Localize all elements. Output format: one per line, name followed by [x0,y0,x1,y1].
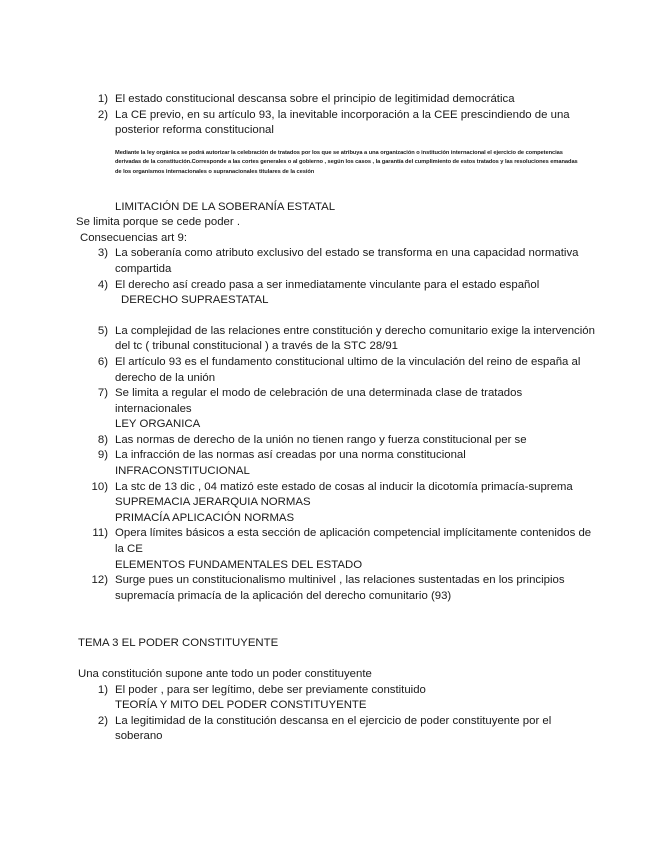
list-item: 9) La infracción de las normas así creadas por una norma constitucional [97,449,466,462]
list-item: 12) Surge pues un constitucionalismo multinivel , las relaciones sustentadas en los principios supremacía primacía de la aplicación del derecho comunitario (93) [91,574,565,602]
list-item: 4) El derecho así creado pasa a ser inmediatamente vinculante para el estado español [97,278,540,291]
supremacia-label: SUPREMACIA JERARQUIA NORMAS [115,496,311,509]
list-item-text: La complejidad de las relaciones entre constitución y derecho comunitario exige la intervención del tc ( tribunal constitucional ) a través de la STC 28/91 [115,324,595,353]
list-item: 3) La soberanía como atributo exclusivo del estado se transforma en una capacidad normativa compartida [97,247,579,275]
list-item-text: Se limita a regular el modo de celebración de una determinada clase de tratados internacionales [115,387,523,415]
list-item-text: El derecho así creado pasa a ser inmediatamente vinculante para el estado español [115,278,540,291]
list-item: 10) La stc de 13 dic , 04 matizó este estado de cosas al inducir la dicotomía primacía-suprema [91,480,573,493]
derecho-supraestatal-label: DERECHO SUPRAESTATAL [121,294,269,307]
list-item: 8) Las normas de derecho de la unión no tienen rango y fuerza constitucional per se [97,433,527,446]
list-item: 5) La complejidad de las relaciones entre constitución y derecho comunitario exige la intervención del tc ( tribunal constitucional ) a través de la STC 28/91 [97,324,595,353]
limitacion-heading: LIMITACIÓN DE LA SOBERANÍA ESTATAL [115,200,336,213]
list-item-text: La infracción de las normas así creadas por una norma constitucional [115,449,466,462]
tema-3-heading: TEMA 3 EL PODER CONSTITUYENTE [78,637,279,650]
list-item: 1) El poder , para ser legítimo, debe ser previamente constituido [97,683,426,696]
elementos-label: ELEMENTOS FUNDAMENTALES DEL ESTADO [115,558,363,571]
consecuencias-text: Consecuencias art 9: [80,231,188,244]
list-item: 2) La CE previo, en su artículo 93, la inevitable incorporación a la CEE prescindiendo de una posterior reforma constitucional [97,108,570,137]
list-item-text: La CE previo, en su artículo 93, la inevitable incorporación a la CEE prescindiendo de una posterior reforma constitucional [115,108,570,137]
se-limita-text: Se limita porque se cede poder . [76,216,240,229]
list-item: 7) Se limita a regular el modo de celebración de una determinada clase de tratados internacionales [97,387,523,415]
list-item-text: Las normas de derecho de la unión no tienen rango y fuerza constitucional per se [115,433,527,446]
infraconstitucional-label: INFRACONSTITUCIONAL [115,465,250,478]
article-93-note: Mediante la ley orgánica se podrá autorizar la celebración de tratados por los que se atribuya a una organización o institución internacional el ejercicio de competencias derivadas de la constitución.Corresponde a las cortes generales o al gobierno , según los casos , la garantía del cumplimiento de estos tratados y las resoluciones emanadas de los organismos internacionales o supranacionales titulares de la cesión [115,149,578,175]
list-item-text: La stc de 13 dic , 04 matizó este estado de cosas al inducir la dicotomía primacía-suprema [115,480,573,493]
list-item-text: Surge pues un constitucionalismo multinivel , las relaciones sustentadas en los principios supremacía primacía de la aplicación del derecho comunitario (93) [115,574,565,602]
primacia-label: PRIMACÍA APLICACIÓN NORMAS [115,511,295,524]
list-item-text: La legitimidad de la constitución descansa en el ejercicio de poder constituyente por el soberano [115,714,552,743]
una-constitucion-text: Una constitución supone ante todo un poder constituyente [78,668,372,680]
teoria-label: TEORÍA Y MITO DEL PODER CONSTITUYENTE [115,699,367,712]
list-item-text: El poder , para ser legítimo, debe ser previamente constituido [115,683,426,696]
list-item-text: La soberanía como atributo exclusivo del estado se transforma en una capacidad normativa compartida [115,247,579,275]
list-item: 11) Opera límites básicos a esta sección de aplicación competencial implícitamente contenidos de la CE [92,527,592,556]
list-item: 2) La legitimidad de la constitución descansa en el ejercicio de poder constituyente por el soberano [97,714,552,743]
list-item: 6) El artículo 93 es el fundamento constitucional ultimo de la vinculación del reino de españa al derecho de la unión [97,355,581,384]
list-item-text: El artículo 93 es el fundamento constitucional ultimo de la vinculación del reino de españa al derecho de la unión [115,355,581,384]
list-item-text: Opera límites básicos a esta sección de aplicación competencial implícitamente contenidos de la CE [115,527,592,556]
list-item: 1) El estado constitucional descansa sobre el principio de legitimidad democrática [97,93,515,105]
list-item-text: El estado constitucional descansa sobre el principio de legitimidad democrática [115,93,515,105]
ley-organica-label: LEY ORGANICA [115,418,201,431]
